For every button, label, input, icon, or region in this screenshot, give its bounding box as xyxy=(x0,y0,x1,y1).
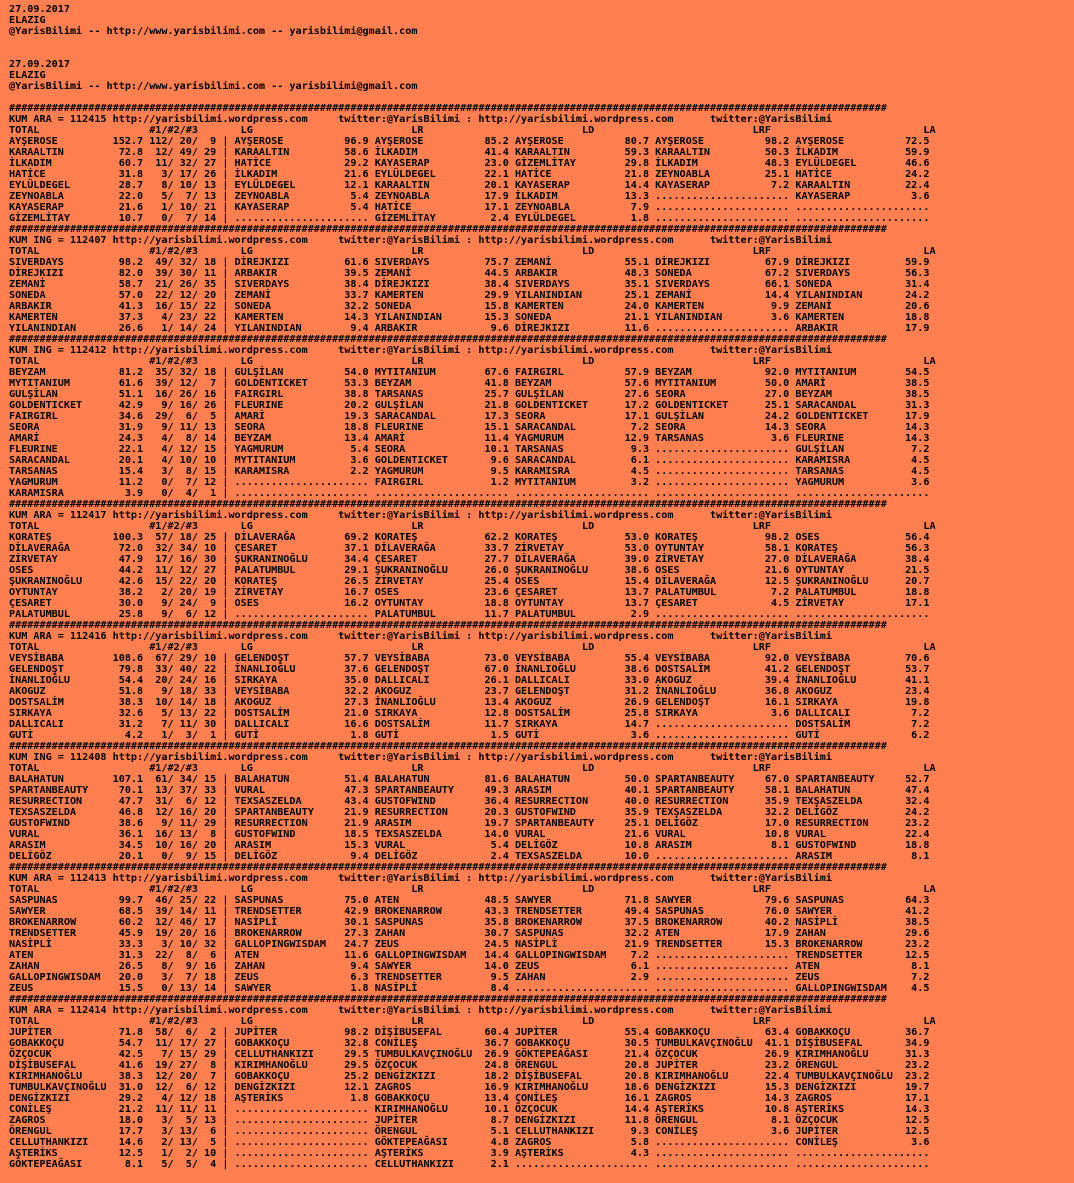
separator-line: ################################################################################################################################################ xyxy=(9,224,887,235)
result-row: SAWYER 68.5 39/ 14/ 11 | TRENDSETTER 42.9 BROKENARROW 43.3 TRENDSETTER 49.4 SASPUNAS 76.0 SAWYER 41.2 xyxy=(9,906,930,917)
result-row: YAGMURUM 11.2 0/ 7/ 12 | ...................... FAIRGIRL 1.2 MYTITANIUM 3.2 ...................... YAGMURUM 3.6 xyxy=(9,477,930,488)
result-row: TUMBULKAVÇINOĞLU 31.0 12/ 6/ 12 | DENGİZKIZI 12.1 ZAGROS 16.9 KIRIMHANOĞLU 18.6 DENGİZKIZI 15.3 DENGİZKIZI 19.7 xyxy=(9,1082,930,1093)
column-header: TOTAL #1/#2/#3 LG LR LD LRF LA xyxy=(9,642,936,653)
header-contact: @YarisBilimi -- http://www.yarisbilimi.com -- yarisbilimi@gmail.com xyxy=(9,26,418,37)
column-header: TOTAL #1/#2/#3 LG LR LD LRF LA xyxy=(9,1016,936,1027)
race-block xyxy=(9,862,1074,994)
result-row: ZEUS 15.5 0/ 13/ 14 | SAWYER 1.8 NASİPLİ 8.4 ...................... ...................... GALLOPINGWISDAM 4.5 xyxy=(9,983,930,994)
result-row: AYŞEROSE 152.7 112/ 20/ 9 | AYŞEROSE 96.9 AYŞEROSE 85.2 AYŞEROSE 80.7 AYŞEROSE 98.2 AYŞEROSE 72.5 xyxy=(9,136,930,147)
race-title: KUM ING = 112408 http://yarisbilimi.wordpress.com twitter:@YarisBilimi : http://yarisbilimi.wordpress.com twitter:@YarisBilimi xyxy=(9,752,832,763)
result-row: DOSTSALİM 38.3 10/ 14/ 18 | AKOGUZ 27.3 İNANLIOĞLU 13.4 AKOGUZ 26.9 GELENDOŞT 16.1 SIRKAYA 19.8 xyxy=(9,697,930,708)
result-row: FAIRGIRL 34.6 29/ 6/ 5 | AMARİ 19.3 SARACANDAL 17.3 SEORA 17.1 GULŞİLAN 24.2 GOLDENTICKET 17.9 xyxy=(9,411,930,422)
result-row: GULŞİLAN 51.1 16/ 26/ 16 | FAIRGIRL 38.8 TARSANAS 25.7 GULŞİLAN 27.6 SEORA 27.0 BEYZAM 38.5 xyxy=(9,389,930,400)
race-block xyxy=(9,499,1074,620)
result-row: SONEDA 57.0 22/ 12/ 20 | ZEMANİ 33.7 KAMERTEN 29.9 YILANINDIAN 25.1 ZEMANİ 14.4 YILANINDIAN 24.2 xyxy=(9,290,930,301)
header-city: ELAZIG xyxy=(9,15,46,26)
result-row: GİZEMLİTAY 10.7 0/ 7/ 14 | ...................... GİZEMLİTAY 2.4 EYLÜLDEGEL 1.8 ...................... ...................... xyxy=(9,213,930,224)
header-contact: @YarisBilimi -- http://www.yarisbilimi.com -- yarisbilimi@gmail.com xyxy=(9,81,418,92)
spacer xyxy=(9,92,1074,103)
result-row: ARASIM 34.5 10/ 16/ 20 | ARASIM 15.3 VURAL 5.4 DELİGÖZ 10.8 ARASIM 8.1 GUSTOFWIND 18.8 xyxy=(9,840,930,851)
result-row: DELİGÖZ 20.1 0/ 9/ 15 | DELİGÖZ 9.4 DELİGÖZ 2.4 TEXSASZELDA 10.0 ...................... ARASIM 8.1 xyxy=(9,851,930,862)
result-row: ÇESARET 30.0 9/ 24/ 9 | OSES 16.2 OYTUNTAY 18.8 OYTUNTAY 13.7 ÇESARET 4.5 ZİRVETAY 17.1 xyxy=(9,598,930,609)
result-row: MYTITANIUM 61.6 39/ 12/ 7 | GOLDENTICKET 53.3 BEYZAM 41.8 BEYZAM 57.6 MYTITANIUM 50.0 AMARİ 38.5 xyxy=(9,378,930,389)
result-row: DALLICALI 31.2 7/ 11/ 30 | DALLICALI 16.6 DOSTSALİM 11.7 SIRKAYA 14.7 ...................... DOSTSALİM 7.2 xyxy=(9,719,930,730)
result-row: TEXSASZELDA 46.8 12/ 16/ 20 | SPARTANBEAUTY 21.9 RESURRECTION 20.3 GUSTOFWIND 35.9 TEXŞASZELDA 32.2 DELİGÖZ 24.2 xyxy=(9,807,930,818)
result-row: GÖKTEPEAĞASI 8.1 5/ 5/ 4 | ...................... CELLUTHANKIZI 2.1 ...................... ...................... ...................... xyxy=(9,1159,930,1170)
result-row: CELLUTHANKIZI 14.6 2/ 13/ 5 | ...................... GÖKTEPEAĞASI 4.8 ZAGROS 5.8 ...................... CONİLEŞ 3.6 xyxy=(9,1137,930,1148)
race-block xyxy=(9,741,1074,862)
result-row: DİREJKIZI 82.0 39/ 30/ 11 | ARBAKIR 39.5 ZEMANİ 44.5 ARBAKIR 48.3 SONEDA 67.2 SIVERDAYS 56.3 xyxy=(9,268,930,279)
column-header: TOTAL #1/#2/#3 LG LR LD LRF LA xyxy=(9,521,936,532)
result-row: TARSANAS 15.4 3/ 8/ 15 | KARAMISRA 2.2 YAGMURUM 9.5 KARAMISRA 4.5 ...................... TARSANAS 4.5 xyxy=(9,466,930,477)
result-row: ZEMANİ 58.7 21/ 26/ 35 | SIVERDAYS 38.4 DİREJKIZI 38.4 SIVERDAYS 35.1 SIVERDAYS 66.1 SONEDA 31.4 xyxy=(9,279,930,290)
race-block xyxy=(9,224,1074,334)
result-row: ŞUKRANINOĞLU 42.6 15/ 22/ 20 | KORATEŞ 26.5 ZİRVETAY 25.4 OSES 15.4 DİLAVERAĞA 12.5 ŞUKRANINOĞLU 20.7 xyxy=(9,576,930,587)
header-city: ELAZIG xyxy=(9,70,46,81)
race-title: KUM ARA = 112415 http://yarisbilimi.wordpress.com twitter:@YarisBilimi : http://yarisbilimi.wordpress.com twitter:@YarisBilimi xyxy=(9,114,832,125)
result-row: ÖZÇOCUK 42.5 7/ 15/ 29 | CELLUTHANKIZI 29.5 TUMBULKAVÇINOĞLU 26.9 GÖKTEPEAĞASI 21.4 ÖZÇOCUK 26.9 KIRIMHANOĞLU 31.3 xyxy=(9,1049,930,1060)
separator-line: ################################################################################################################################################ xyxy=(9,741,887,752)
result-row: VURAL 36.1 16/ 13/ 8 | GUSTOFWIND 18.5 TEXSASZELDA 14.0 VURAL 21.6 VURAL 10.8 VURAL 22.4 xyxy=(9,829,930,840)
separator-line: ################################################################################################################################################ xyxy=(9,862,887,873)
race-block xyxy=(9,620,1074,741)
result-row: GOBAKKOÇU 54.7 11/ 17/ 27 | GOBAKKOÇU 32.8 CONİLEŞ 36.7 GOBAKKOÇU 30.5 TUMBULKAVÇINOĞLU 41.1 DİŞİBUSEFAL 34.9 xyxy=(9,1038,930,1049)
result-row: GELENDOŞT 79.8 33/ 40/ 22 | İNANLIOĞLU 37.6 GELENDOŞT 67.0 İNANLIOĞLU 38.6 DOSTSALİM 41.2 GELENDOŞT 53.7 xyxy=(9,664,930,675)
result-row: ARBAKIR 41.3 16/ 15/ 22 | SONEDA 32.2 SONEDA 15.8 KAMERTEN 24.0 KAMERTEN 9.9 ZEMANİ 20.6 xyxy=(9,301,930,312)
result-row: DENGİZKIZI 29.2 4/ 12/ 18 | AŞTERİKS 1.8 GOBAKKOÇU 13.4 ÇONİLEŞ 16.1 ZAGROS 14.3 ZAGROS 17.1 xyxy=(9,1093,930,1104)
column-header: TOTAL #1/#2/#3 LG LR LD LRF LA xyxy=(9,356,936,367)
result-row: ÖRENGUL 17.7 3/ 13/ 6 | ...................... ÖRENGUL 5.1 CELLUTHANKIZI 9.3 CONİLEŞ 3.6 JUPİTER 12.5 xyxy=(9,1126,930,1137)
result-row: ZAHAN 26.5 8/ 9/ 16 | ZAHAN 9.4 SAWYER 14.0 ZEUS 6.1 ...................... ATEN 8.1 xyxy=(9,961,930,972)
separator-line: ################################################################################################################################################ xyxy=(9,499,887,510)
result-row: OSES 44.2 11/ 12/ 27 | PALATUMBUL 29.1 ŞUKRANINOĞLU 26.0 ŞUKRANINOĞLU 38.6 OSES 21.6 OYTUNTAY 21.5 xyxy=(9,565,930,576)
race-title: KUM ARA = 112414 http://yarisbilimi.wordpress.com twitter:@YarisBilimi : http://yarisbilimi.wordpress.com twitter:@YarisBilimi xyxy=(9,1005,832,1016)
race-title: KUM ING = 112407 http://yarisbilimi.wordpress.com twitter:@YarisBilimi : http://yarisbilimi.wordpress.com twitter:@YarisBilimi xyxy=(9,235,832,246)
result-row: RESURRECTION 47.7 31/ 6/ 12 | TEXSASZELDA 43.4 GUSTOFWIND 36.4 RESURRECTION 40.0 RESURRECTION 35.9 TEXŞASZELDA 32.4 xyxy=(9,796,930,807)
result-row: TRENDSETTER 45.9 19/ 20/ 16 | BROKENARROW 27.3 ZAHAN 30.7 SASPUNAS 32.2 ATEN 17.9 ZAHAN 29.6 xyxy=(9,928,930,939)
separator-line: ################################################################################################################################################ xyxy=(9,334,887,345)
result-row: PALATUMBUL 25.8 9/ 6/ 12 | ...................... PALATUMBUL 11.7 PALATUMBUL 2.9 ...................... ...................... xyxy=(9,609,930,620)
spacer xyxy=(9,48,1074,59)
column-header: TOTAL #1/#2/#3 LG LR LD LRF LA xyxy=(9,763,936,774)
result-row: ATEN 31.3 22/ 8/ 6 | ATEN 11.6 GALLOPINGWISDAM 14.4 GALLOPINGWISDAM 7.2 ...................... TRENDSETTER 12.5 xyxy=(9,950,930,961)
separator-line: ################################################################################################################################################ xyxy=(9,103,887,114)
result-row: ZİRVETAY 47.9 17/ 16/ 30 | ŞUKRANINOĞLU 34.4 ÇESARET 27.7 DİLAVERAĞA 39.0 ZİRVETAY 27.0 DİLAVERAĞA 38.4 xyxy=(9,554,930,565)
result-row: GALLOPINGWISDAM 20.0 3/ 7/ 18 | ZEUS 6.3 TRENDSETTER 9.5 ZAHAN 2.9 ...................... ZEUS 7.2 xyxy=(9,972,930,983)
result-row: BROKENARROW 60.2 12/ 46/ 17 | NASİPLİ 30.1 SASPUNAS 35.8 BROKENARROW 37.5 BROKENARROW 40.2 NASİPLİ 38.5 xyxy=(9,917,930,928)
header-date: 27.09.2017 xyxy=(9,4,70,15)
result-row: YILANINDIAN 26.6 1/ 14/ 24 | YILANINDIAN 9.4 ARBAKIR 9.6 DİREJKIZI 11.6 ...................... ARBAKIR 17.9 xyxy=(9,323,930,334)
result-row: ZEYNOABLA 22.0 5/ 7/ 13 | ZEYNOABLA 5.4 ZEYNOABLA 17.9 İLKADIM 13.3 ...................... KAYASERAP 3.6 xyxy=(9,191,930,202)
column-header: TOTAL #1/#2/#3 LG LR LD LRF LA xyxy=(9,125,936,136)
result-row: BEYZAM 81.2 35/ 32/ 18 | GULŞİLAN 54.0 MYTITANIUM 67.6 FAIRGIRL 57.9 BEYZAM 92.0 MYTITANIUM 54.5 xyxy=(9,367,930,378)
result-row: JUPİTER 71.8 58/ 6/ 2 | JUPİTER 98.2 DİŞİBUSEFAL 60.4 JUPİTER 55.4 GOBAKKOÇU 63.4 GOBAKKOÇU 36.7 xyxy=(9,1027,930,1038)
result-row: SIVERDAYS 98.2 49/ 32/ 18 | DİREJKIZI 61.6 SIVERDAYS 75.7 ZEMANİ 55.1 DİREJKIZI 67.9 DİREJKIZI 59.9 xyxy=(9,257,930,268)
separator-line: ################################################################################################################################################ xyxy=(9,994,887,1005)
race-title: KUM ARA = 112413 http://yarisbilimi.wordpress.com twitter:@YarisBilimi : http://yarisbilimi.wordpress.com twitter:@YarisBilimi xyxy=(9,873,832,884)
race-title: KUM ARA = 112417 http://yarisbilimi.wordpress.com twitter:@YarisBilimi : http://yarisbilimi.wordpress.com twitter:@YarisBilimi xyxy=(9,510,832,521)
race-title: KUM ING = 112412 http://yarisbilimi.wordpress.com twitter:@YarisBilimi : http://yarisbilimi.wordpress.com twitter:@YarisBilimi xyxy=(9,345,832,356)
result-row: SPARTANBEAUTY 70.1 13/ 37/ 33 | VURAL 47.3 SPARTANBEAUTY 49.3 ARASIM 40.1 SPARTANBEAUTY 58.1 BALAHATUN 47.4 xyxy=(9,785,930,796)
header-block xyxy=(9,4,1074,37)
result-row: DİLAVERAĞA 72.0 32/ 34/ 10 | ÇESARET 37.1 DİLAVERAĞA 33.7 ZİRVETAY 53.0 OYTUNTAY 58.1 KORATEŞ 56.3 xyxy=(9,543,930,554)
result-row: SARACANDAL 20.1 4/ 10/ 10 | MYTITANIUM 3.6 GOLDENTICKET 9.6 SARACANDAL 6.1 ...................... KARAMISRA 4.5 xyxy=(9,455,930,466)
result-row: İLKADIM 60.7 11/ 32/ 27 | HATİCE 29.2 KAYASERAP 23.0 GİZEMLİTAY 29.8 İLKADIM 48.3 EYLÜLDEGEL 46.6 xyxy=(9,158,930,169)
result-row: VEYSİBABA 108.6 67/ 29/ 10 | GELENDOŞT 57.7 VEYSİBABA 73.0 VEYSİBABA 55.4 VEYSİBABA 92.0 VEYSİBABA 70.6 xyxy=(9,653,930,664)
spacer xyxy=(9,37,1074,48)
result-row: SEORA 31.9 9/ 11/ 13 | SEORA 18.8 FLEURINE 15.1 SARACANDAL 7.2 SEORA 14.3 SEORA 14.3 xyxy=(9,422,930,433)
result-row: GUTİ 4.2 1/ 3/ 1 | GUTİ 1.8 GUTİ 1.5 GUTİ 3.6 ...................... GUTİ 6.2 xyxy=(9,730,930,741)
column-header: TOTAL #1/#2/#3 LG LR LD LRF LA xyxy=(9,246,936,257)
result-row: NASİPLİ 33.3 3/ 10/ 32 | GALLOPINGWISDAM 24.7 ZEUS 24.5 NASİPLİ 21.9 TRENDSETTER 15.3 BROKENARROW 23.2 xyxy=(9,939,930,950)
result-row: CONİLEŞ 21.2 11/ 11/ 11 | ...................... KIRIMHANOĞLU 10.1 ÖZÇOCUK 14.4 AŞTERİKS 10.8 AŞTERİKS 14.3 xyxy=(9,1104,930,1115)
result-row: HATİCE 31.8 3/ 17/ 26 | İLKADIM 21.6 EYLÜLDEGEL 22.1 HATİCE 21.8 ZEYNOABLA 25.1 HATİCE 24.2 xyxy=(9,169,930,180)
result-row: KARAALTIN 72.8 12/ 49/ 29 | KARAALTIN 58.6 İLKADIM 41.4 KARAALTIN 59.3 KARAALTIN 50.3 İLKADIM 59.9 xyxy=(9,147,930,158)
result-row: EYLÜLDEGEL 28.7 8/ 10/ 13 | EYLÜLDEGEL 12.1 KARAALTIN 20.1 KAYASERAP 14.4 KAYASERAP 7.2 KARAALTIN 22.4 xyxy=(9,180,930,191)
race-block xyxy=(9,334,1074,499)
result-row: SASPUNAS 99.7 46/ 25/ 22 | SASPUNAS 75.0 ATEN 48.5 SAWYER 71.8 SAWYER 79.6 SASPUNAS 64.3 xyxy=(9,895,930,906)
result-row: KAMERTEN 37.3 4/ 23/ 22 | KAMERTEN 14.3 YILANINDIAN 15.3 SONEDA 21.1 YILANINDIAN 3.6 KAMERTEN 18.8 xyxy=(9,312,930,323)
result-row: AKOGUZ 51.8 9/ 18/ 33 | VEYSİBABA 32.2 AKOGUZ 23.7 GELENDOŞT 31.2 İNANLIOĞLU 36.8 AKOGUZ 23.4 xyxy=(9,686,930,697)
result-row: KAYASERAP 21.6 1/ 10/ 21 | KAYASERAP 5.4 HATİCE 17.1 ZEYNOABLA 7.9 ...................... ...................... xyxy=(9,202,930,213)
race-title: KUM ARA = 112416 http://yarisbilimi.wordpress.com twitter:@YarisBilimi : http://yarisbilimi.wordpress.com twitter:@YarisBilimi xyxy=(9,631,832,642)
race-block xyxy=(9,994,1074,1170)
result-row: ZAGROS 18.0 3/ 5/ 13 | ...................... JUPİTER 8.7 DENGİZKIZI 11.8 ÖRENGUL 8.1 ÖZÇOCUK 12.5 xyxy=(9,1115,930,1126)
header-block-repeat xyxy=(9,59,1074,92)
result-row: İNANLIOĞLU 54.4 20/ 24/ 16 | SIRKAYA 35.0 DALLICALI 26.1 DALLICALI 33.0 AKOGUZ 39.4 İNANLIOĞLU 41.1 xyxy=(9,675,930,686)
column-header: TOTAL #1/#2/#3 LG LR LD LRF LA xyxy=(9,884,936,895)
result-row: AŞTERİKS 12.5 1/ 2/ 10 | ...................... AŞTERİKS 3.9 AŞTERİKS 4.3 ...................... ...................... xyxy=(9,1148,930,1159)
result-row: GOLDENTICKET 42.9 9/ 16/ 26 | FLEURINE 20.2 GULŞİLAN 21.8 GOLDENTICKET 17.2 GOLDENTICKET 25.1 SARACANDAL 31.3 xyxy=(9,400,930,411)
race-block xyxy=(9,103,1074,224)
result-row: OYTUNTAY 38.2 2/ 20/ 19 | ZİRVETAY 16.7 OSES 23.6 ÇESARET 13.7 PALATUMBUL 7.2 PALATUMBUL 18.8 xyxy=(9,587,930,598)
result-row: FLEURINE 22.1 4/ 12/ 15 | YAGMURUM 5.4 SEORA 10.1 TARSANAS 9.3 ...................... GULŞİLAN 7.2 xyxy=(9,444,930,455)
result-row: KORATEŞ 100.3 57/ 18/ 25 | DİLAVERAĞA 69.2 KORATEŞ 62.2 KORATEŞ 53.0 KORATEŞ 98.2 OSES 56.4 xyxy=(9,532,930,543)
separator-line: ################################################################################################################################################ xyxy=(9,620,887,631)
race-tables xyxy=(9,103,1074,1170)
result-row: KIRIMHANOĞLU 38.3 12/ 20/ 7 | GOBAKKOÇU 25.2 DENGİZKIZI 18.2 DİŞİBUSEFAL 20.8 KIRIMHANOĞLU 22.4 TUMBULKAVÇINOĞLU 23.2 xyxy=(9,1071,930,1082)
header-date: 27.09.2017 xyxy=(9,59,70,70)
result-row: DİŞİBUSEFAL 41.6 19/ 27/ 8 | KIRIMHANOĞLU 29.5 ÖZÇOCUK 24.8 ÖRENGUL 20.8 JUPİTER 23.2 ÖRENGUL 23.2 xyxy=(9,1060,930,1071)
result-row: AMARİ 24.3 4/ 8/ 14 | BEYZAM 13.4 AMARİ 11.4 YAGMURUM 12.9 TARSANAS 3.6 FLEURINE 14.3 xyxy=(9,433,930,444)
result-row: BALAHATUN 107.1 61/ 34/ 15 | BALAHATUN 51.4 BALAHATUN 81.6 BALAHATUN 50.0 SPARTANBEAUTY 67.0 SPARTANBEAUTY 52.7 xyxy=(9,774,930,785)
result-row: SIRKAYA 32.6 5/ 13/ 22 | DOSTSALİM 21.0 SIRKAYA 12.8 DOSTSALİM 25.8 SIRKAYA 3.6 DALLICALI 7.2 xyxy=(9,708,930,719)
result-row: GUSTOFWIND 38.6 9/ 11/ 29 | RESURRECTION 21.9 ARASIM 19.7 SPARTANBEAUTY 25.1 DELİGÖZ 17.0 RESURRECTION 23.2 xyxy=(9,818,930,829)
result-row: KARAMISRA 3.9 0/ 4/ 1 | ...................... ...................... ...................... ...................... ...................... xyxy=(9,488,930,499)
